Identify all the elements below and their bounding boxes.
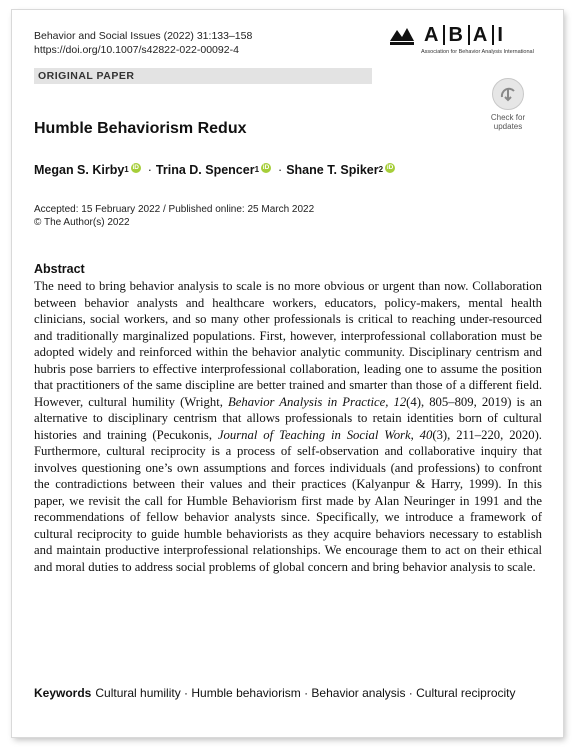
- abstract-segment: (3), 211–220, 2020). Furthermore, cultural reciprocity is a process of self-observation and collaborative inquiry that involves questioning one’s own assumptions and forces individuals (and professions) to confront the contradictions between their values and their practices (Kalyanpur & Harry, 1999). In this paper, we revisit the call for Humble Behaviorism first made by Alan Neuringer in 1991 and the recommendations of fellow behavior analysts since. Specifically, we introduce a framework of cultural reciprocity to guide humble behaviorists as they acquire behaviors necessary to establish and maintain productive interprofessional relationships. We encourage them to act on their ethical and moral duties to address social problems of global concern and bring behavior analysis to scale.: [34, 427, 542, 574]
- copyright-line: © The Author(s) 2022: [34, 217, 130, 228]
- logo-letter: B: [443, 25, 467, 45]
- author-separator: ·: [147, 163, 152, 177]
- abai-logo: [389, 23, 539, 63]
- keywords-section: [34, 685, 542, 702]
- publication-dates: [34, 203, 314, 229]
- logo-letter: A: [468, 25, 492, 45]
- author-separator: ·: [278, 163, 283, 177]
- logo-subtitle: Association for Behavior Analysis International: [421, 49, 534, 55]
- author-affiliation: 1: [124, 164, 129, 174]
- logo-letter: A: [424, 24, 441, 46]
- abstract-text: [34, 278, 542, 575]
- abstract-italic-citation: Behavior Analysis in Practice, 12: [227, 394, 407, 409]
- journal-line: Behavior and Social Issues (2022) 31:133–158: [34, 30, 253, 42]
- author-affiliation: 1: [254, 164, 260, 174]
- check-updates-label-1: Check for: [490, 113, 526, 122]
- abai-logo-mark-icon: [389, 24, 415, 46]
- author-name[interactable]: Trina D. Spencer: [155, 163, 255, 177]
- paper-page: [12, 10, 563, 737]
- abstract-segment: The need to bring behavior analysis to scale is no more obvious or urgent than now. Collaboration between behavior analysts and healthcare workers, educators, policy-makers, mental health clinicians, social workers, and so many other professionals is critical to reaching under-resourced and traditionally marginalized populations. First, however, interprofessional collaboration must be adopted widely and reinforced within the behavior analytic community. Disciplinary centrism and hubris pose barriers to effective interprofessional collaboration, leading one to assume the position that practitioners of the same discipline are better trained and smarter than those of a different field. However, cultural humility (Wright,: [34, 279, 542, 409]
- journal-citation: [34, 29, 252, 57]
- abstract-heading: Abstract: [34, 262, 85, 276]
- check-updates-label-2: updates: [493, 122, 523, 131]
- logo-letter: I: [492, 25, 508, 45]
- keywords-label: Keywords: [34, 686, 92, 700]
- author-name[interactable]: Shane T. Spiker: [286, 163, 379, 177]
- article-title: Humble Behaviorism Redux: [34, 120, 247, 137]
- check-updates-icon: [492, 78, 524, 110]
- author-list: [34, 163, 398, 177]
- dates-line: Accepted: 15 February 2022 / Published online: 25 March 2022: [34, 204, 315, 215]
- orcid-icon[interactable]: iD: [386, 164, 394, 171]
- doi-link[interactable]: https://doi.org/10.1007/s42822-022-00092-4: [34, 44, 239, 56]
- check-for-updates-button[interactable]: [486, 78, 530, 131]
- author-name[interactable]: Megan S. Kirby: [34, 163, 125, 177]
- article-type-band: ORIGINAL PAPER: [34, 68, 372, 84]
- orcid-icon[interactable]: iD: [132, 164, 139, 171]
- keywords-list: Cultural humility · Humble behaviorism · Behavior analysis · Cultural reciprocity: [95, 686, 516, 700]
- author-affiliation: 2: [378, 164, 384, 174]
- abstract-segment: (4), 805–809, 2019) is an alternative to disciplinary centrism that allows professionals to retain identities born of cultural histories and training (Pecukonis,: [34, 394, 542, 442]
- abstract-italic-citation: Journal of Teaching in Social Work, 40: [217, 427, 433, 442]
- orcid-icon[interactable]: iD: [262, 164, 270, 171]
